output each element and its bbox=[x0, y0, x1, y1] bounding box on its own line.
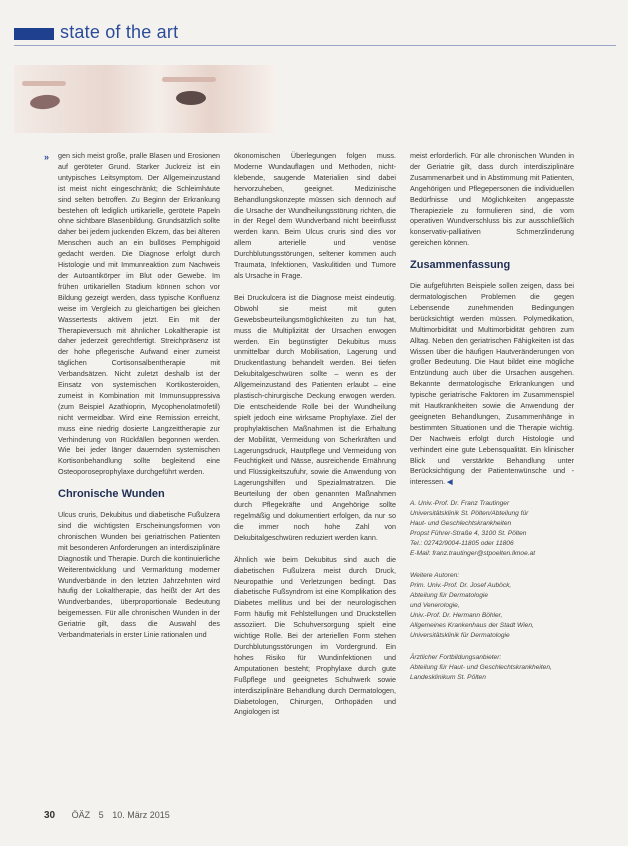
cme-provider bbox=[410, 653, 574, 683]
left-eye bbox=[29, 93, 60, 110]
co-authors bbox=[410, 571, 574, 641]
address-line: Ärztlicher Fortbildungsanbieter: bbox=[410, 654, 502, 662]
paragraph: gen sich meist große, pralle Blasen und Erosionen auf geröteter Grund. Starker Juckreiz ist ein untypisches Leitsymptom. Der Allgemeinzustand ist meist nicht eingeschränkt; die Schleimhäute sind selten betroffen. Zu Beginn der Erkrankung bestehen oft lediglich urtikarielle, gerötete Papeln ohne sichtbare Blasenbildung. Grundsätzlich sollte daher bei jedem juckenden Ekzem, das bei älteren Menschen auch an ein bullöses Pemphigoid gedacht werden. Die Diagnose erfolgt durch Histologie und mit Immunreaktion zum Nachweis der Autoantikörper im Blut oder Gewebe. Im frühen urtikariellen Stadium können schon vor Bildung gezeigt werden, dass typische Konfluenz weise im Vergleich zu gleichartigen bei gleichen Wassertests aktivem jetzt. Ein mit der Therapieversuch mit ähnlicher Lokaltherapie ist daher jederzeit gerechtfertigt. Streichpräsenz ist der hohe pflegerische Aufwand einer zumeist täglichen Cortisonsalbentherapie mit Verbandsätzen. Nicht zuletzt deshalb ist der Einsatz von systemischen Kortikosteroiden, zumeist in Kombination mit Immunsuppressiva (zum Beispiel Azathioprin, Mycophenolatmofetil) nicht vermeidbar. Wird eine Remission erreicht, muss eine niedrig dosierte Langzeittherapie zur Verhinderung von Rückfällen begonnen werden. Wie bei jeder länger dauernden systemischen Kortisonbehandlung sollte begleitend eine Osteoporoseprophylaxe durchgeführt werden. bbox=[58, 151, 220, 477]
paragraph: Ähnlich wie beim Dekubitus sind auch die diabetischen Fußulzera meist durch Druck, Neuropathie und Verletzungen bedingt. Das diabetische Fußsyndrom ist eine Komplikation des Diabetes mellitus und bei der neurologischen Form häufig mit Fehlstellungen und Druckstellen assoziiert. Die Schuhversorgung spielt eine wichtige Rolle. Bei der arteriellen Form stehen Durchblutungsstörungen im Vordergrund. Ein hohes Risiko für Wundinfektionen und Amputationen besteht; Prophylaxe durch gute Fußpflege und geeignetes Schuhwerk sowie interdisziplinäre Behandlung durch Dermatologen, Diabetologen, Chirurgen, Orthopäden und Angiologen ist bbox=[234, 554, 396, 717]
paragraph bbox=[410, 281, 574, 488]
address-line: Landesklinikum St. Pölten bbox=[410, 674, 486, 682]
heading-chronic-wounds: Chronische Wunden bbox=[58, 488, 165, 501]
section-title: state of the art bbox=[60, 22, 179, 42]
address-line: Propst Führer-Straße 4, 3100 St. Pölten bbox=[410, 530, 527, 538]
section-color-bar bbox=[14, 28, 54, 40]
address-line: Tel.: 02742/9004-11805 oder 11806 bbox=[410, 540, 514, 548]
eyes-photo bbox=[14, 65, 276, 133]
paragraph: ökonomischen Überlegungen folgen muss. Moderne Wundauflagen und Methoden, nicht-klebende, saugende Materialien sind dabei hervorzuheben, geeignet. Medizinische Behandlungskonzepte müssen sich dennoch auf die Ursache der Wundheilungsstörung richten, die in der Regel dem Wundverband nicht beeinflusst werden kann. Beim Ulcus cruris sind dies vor allem arterielle und venöse Durchblutungsstörungen, seltener kommen auch Traumata, Infektionen, Vaskulitiden und Tumore als Ursache in Frage. bbox=[234, 151, 396, 280]
summary-text: Die aufgeführten Beispiele sollen zeigen, dass bei dermatologischen Problemen die gegen Lebensende zunehmenden Bedingungen berücksichtigt werden müssen. Polymedikation, Multimorbidität und Multimorbidität gehören zum Alltag. Neben den geriatrischen Fähigkeiten ist das Wissen über die häufigen Hautveränderungen von großer Bedeutung. Die Haut bildet eine mögliche Entzündung auch über die Ursachen ausgehen. Bekannte dermatologische Erkrankungen und typische geriatrische Faktoren im Zusammenspiel mit Hautkrankheiten sowie die Anwendung der geeigneten Behandlungen, Zusammenhänge in bestimmten Situationen und die Therapie wichtig. Der Nachweis erfolgt durch Histologie und verhindert eine gute Lebensqualität. Ein klinischer Blick und verstärkte Behandlung unter Berücksichtigung der Patientenwünsche und -interessen. bbox=[410, 281, 574, 487]
paragraph: Bei Druckulcera ist die Diagnose meist eindeutig. Obwohl sie meist mit guten Gewebsbeurteilungsmöglichkeiten zu tun hat, muss die Multiplizität der Ursachen erwogen werden. Ein begünstigter Dekubitus muss unmittelbar durch Mobilisation, Lagerung und Druckentlastung behandelt werden. Bei tiefen Dekubitalgeschwüren sollte – wenn es der Allgemeinzustand des Patienten erlaubt – eine plastisch-chirurgische Deckung erwogen werden. Die entscheidende Rolle bei der Wundheilung spielt jedoch eine wirksame Prophylaxe. Ziel der prophylaktischen Maßnahmen ist die Erhaltung der Mobilität, Vermeidung von Scherkräften und Lagerungsdruck, Hautpflege und Vermeidung von Feuchtigkeit und Nässe, ausreichende Ernährung und Flüssigkeitszufuhr, sowie die Anwendung von Lagerungshilfen und Spezialmatratzen. Die Beurteilung der oben genannten Maßnahmen durch Pflegekräfte und Angehörige sollte regelmäßig und dokumentiert erfolgen, da nur so die immer noch hohe Zahl von Dekubitalgeschwüren reduziert werden kann. bbox=[234, 292, 396, 542]
address-line: Haut- und Geschlechtskrankheiten bbox=[410, 520, 512, 528]
address-line: A. Univ.-Prof. Dr. Franz Trautinger bbox=[410, 500, 510, 508]
continuation-arrow-icon: » bbox=[44, 152, 50, 162]
issue-date: 10. März 2015 bbox=[112, 810, 170, 820]
address-line: Allgemeines Krankenhaus der Stadt Wien, bbox=[410, 622, 534, 630]
address-line: Universitätsklinik St. Pölten/Abteilung für bbox=[410, 510, 529, 518]
author-address bbox=[410, 499, 574, 559]
page-number: 30 bbox=[44, 810, 56, 821]
end-mark-icon: ◀ bbox=[447, 477, 453, 487]
address-line: Universitätsklinik für Dermatologie bbox=[410, 632, 510, 640]
page-footer bbox=[44, 810, 176, 821]
paragraph: Ulcus cruris, Dekubitus und diabetische Fußulzera sind die wichtigsten Erscheinungsformen von chronischen Wunden bei geriatrischen Patienten mit besonderen Anforderungen an interdisziplinäre Diagnostik und Therapie. Durch die kontinuierliche Weiterentwicklung und Vermarktung moderner Wundverbände in den letzten Jahrzehnten wird häufig der Lokaltherapie, das heißt der Art des Wundverbandes, überproportionale Bedeutung beigemessen. Für alle chronischen Wunden in der Geriatrie gilt, dass die Auswahl des Verbandmaterials in erster Linie rationalen und bbox=[58, 510, 220, 640]
text-column-1 bbox=[58, 151, 220, 652]
address-line: Univ.-Prof. Dr. Hermann Böhler, bbox=[410, 612, 503, 620]
text-column-2 bbox=[234, 151, 396, 729]
paragraph: meist erforderlich. Für alle chronischen Wunden in der Geriatrie gilt, dass durch interdisziplinäre Zusammenarbeit und in Abstimmung mit Patienten, Angehörigen und Pflegepersonen die individuellen Bedürfnisse und Möglichkeiten angepasste Therapieziele zu formulieren sind, die vom operativen Wundverschluss bis zur ausschließlich konservativ-palliativen Schmerzlinderung gereichen können. bbox=[410, 151, 574, 248]
address-line: Abteilung für Dermatologie bbox=[410, 592, 489, 600]
left-brow bbox=[22, 81, 66, 86]
address-line: Abteilung für Haut- und Geschlechtskrankheiten, bbox=[410, 664, 552, 672]
text-column-3 bbox=[410, 151, 574, 695]
address-line: Weitere Autoren: bbox=[410, 572, 460, 580]
header-rule bbox=[14, 45, 616, 46]
address-line: Prim. Univ.-Prof. Dr. Josef Auböck, bbox=[410, 582, 512, 590]
magazine-name: ÖÄZ bbox=[71, 810, 91, 820]
right-eye bbox=[176, 91, 206, 105]
address-line: E-Mail: franz.trautinger@stpoelten.lknoe.at bbox=[410, 550, 536, 558]
issue-number: 5 bbox=[98, 810, 104, 820]
address-line: und Venerologie, bbox=[410, 602, 460, 610]
heading-summary: Zusammenfassung bbox=[410, 259, 511, 272]
right-brow bbox=[162, 77, 216, 82]
